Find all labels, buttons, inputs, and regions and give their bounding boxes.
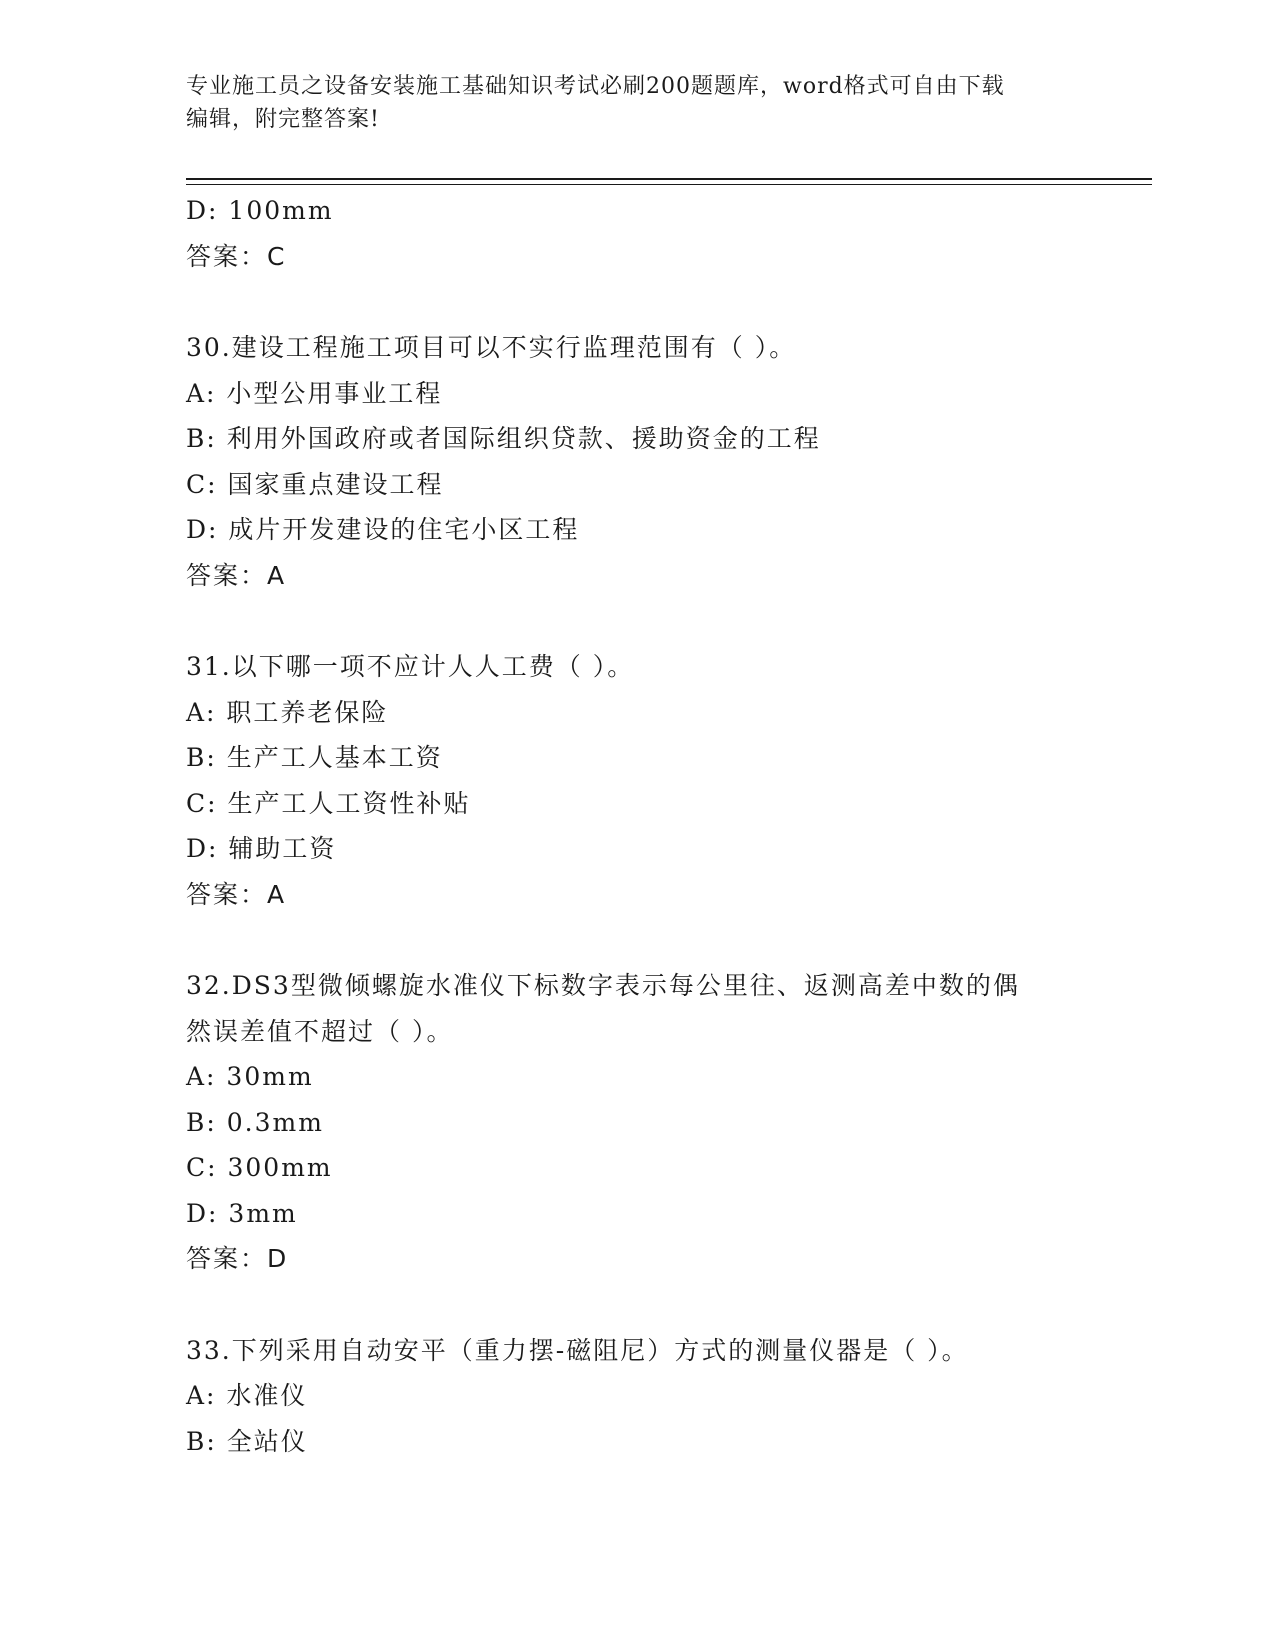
spacer: [186, 917, 1086, 963]
question-text: 31.以下哪一项不应计人人工费（ ）。: [186, 652, 635, 681]
header-divider-thick: [186, 178, 1152, 180]
question-content: [186, 188, 1086, 1464]
question-text: 32.DS3型微倾螺旋水准仪下标数字表示每公里往、返测高差中数的偶: [186, 971, 1020, 1000]
option-b: B: 全站仪: [186, 1426, 308, 1456]
header-title-line-1: 专业施工员之设备安装施工基础知识考试必刷200题题库，word格式可自由下载: [186, 74, 1005, 99]
option-d: D: 成片开发建设的住宅小区工程: [186, 515, 580, 544]
question-text: 30.建设工程施工项目可以不实行监理范围有（ ）。: [186, 333, 797, 362]
option-d: D: 3mm: [186, 1198, 298, 1228]
option-a: A: 30mm: [186, 1062, 314, 1091]
option-a: A: 小型公用事业工程: [186, 378, 443, 408]
option-b: B: 利用外国政府或者国际组织贷款、援助资金的工程: [186, 424, 821, 453]
question-33: [186, 1328, 1086, 1465]
option-d: D: 辅助工资: [186, 834, 337, 863]
spacer: [186, 1282, 1086, 1328]
document-header: [186, 70, 1086, 136]
option-a: A: 水准仪: [186, 1381, 308, 1410]
option-c: C: 300mm: [186, 1153, 333, 1182]
option-c: C: 国家重点建设工程: [186, 469, 444, 499]
question-31: [186, 644, 1086, 917]
answer: 答案：A: [186, 879, 287, 909]
spacer: [186, 279, 1086, 325]
option-a: A: 职工养老保险: [186, 697, 389, 727]
option-b: B: 0.3mm: [186, 1107, 324, 1137]
question-text-continued: 然误差值不超过（ ）。: [186, 1016, 454, 1046]
prev-option-d: D: 100mm: [186, 196, 334, 225]
header-title-line-2: 编辑，附完整答案!: [186, 107, 380, 132]
option-b: B: 生产工人基本工资: [186, 743, 443, 772]
prev-answer: 答案：C: [186, 241, 287, 271]
question-text: 33.下列采用自动安平（重力摆-磁阻尼）方式的测量仪器是（ ）。: [186, 1335, 969, 1365]
answer: 答案：D: [186, 1244, 289, 1273]
spacer: [186, 598, 1086, 644]
option-c: C: 生产工人工资性补贴: [186, 788, 471, 818]
question-32: [186, 963, 1086, 1282]
question-30: [186, 325, 1086, 598]
header-divider-thin: [186, 184, 1152, 185]
answer: 答案：A: [186, 560, 287, 590]
